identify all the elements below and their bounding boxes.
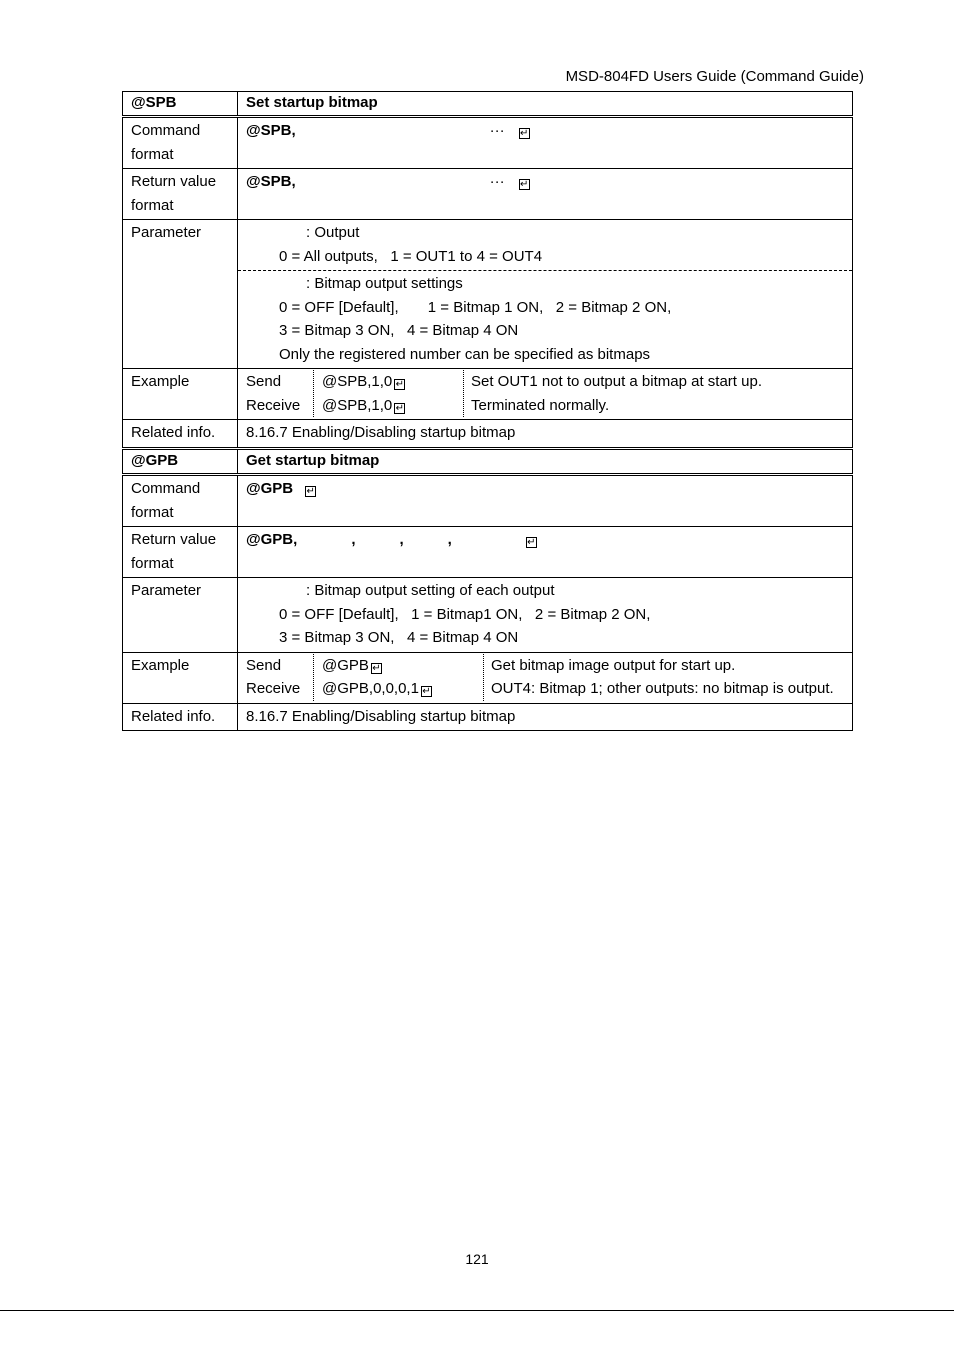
gpb-param-bitmap-values-b: 3 = Bitmap 3 ON, 4 = Bitmap 4 ON xyxy=(279,629,519,646)
gpb-example-receive-label: Receive xyxy=(246,680,301,697)
gpb-example-receive-desc: OUT4: Bitmap 1; other outputs: no bitmap is output. xyxy=(491,680,834,697)
gpb-example-send-label: Send xyxy=(246,656,282,674)
gpb-example-send-cmd: @GPB xyxy=(322,656,369,674)
gpb-return-format-text: @GPB, xyxy=(246,531,298,548)
gpb-param-bitmap-values-a: 0 = OFF [Default], 1 = Bitmap1 ON, 2 = Bitmap 2 ON, xyxy=(279,605,651,623)
spb-parameter-label: Parameter xyxy=(123,220,238,369)
spb-example-receive-desc: Terminated normally. xyxy=(471,396,610,414)
enter-icon: ↵ xyxy=(395,402,404,414)
footer-rule xyxy=(0,1310,954,1311)
gpb-return-comma-2: , xyxy=(399,531,404,548)
spb-return-format xyxy=(238,169,853,220)
spb-command-format-label: Command format xyxy=(123,117,238,169)
spb-param-bitmap-values-b: 3 = Bitmap 3 ON, 4 = Bitmap 4 ON xyxy=(279,322,519,339)
spb-return-ellipsis: ··· xyxy=(489,173,505,190)
page-header: MSD-804FD Users Guide (Command Guide) xyxy=(565,68,864,85)
gpb-example-send-desc: Get bitmap image output for start up. xyxy=(491,656,736,674)
gpb-param-bitmap xyxy=(238,578,853,653)
spb-example-send-desc: Set OUT1 not to output a bitmap at start up. xyxy=(471,373,762,390)
spb-param-bitmap-values-a: 0 = OFF [Default], 1 = Bitmap 1 ON, 2 = Bitmap 2 ON, xyxy=(279,298,672,316)
gpb-param-bitmap-label: : Bitmap output setting of each output xyxy=(306,582,555,599)
spb-related-info: 8.16.7 Enabling/Disabling startup bitmap xyxy=(238,420,853,448)
spb-param-bitmap-note: Only the registered number can be specified as bitmaps xyxy=(279,345,651,363)
gpb-command-name: @GPB xyxy=(123,450,238,475)
gpb-example-label: Example xyxy=(123,652,238,703)
spb-param-bitmap xyxy=(238,271,853,369)
spb-related-label: Related info. xyxy=(123,420,238,448)
gpb-return-comma-1: , xyxy=(351,531,356,548)
enter-icon: ↵ xyxy=(395,379,404,390)
gpb-related-label: Related info. xyxy=(123,703,238,731)
spb-example-label: Example xyxy=(123,369,238,420)
spb-example xyxy=(238,369,853,420)
spb-example-send-cmd: @SPB,1,0 xyxy=(322,373,393,390)
enter-icon: ↵ xyxy=(422,686,431,697)
spb-example-receive-label: Receive xyxy=(246,396,301,414)
spb-return-format-label: Return value format xyxy=(123,169,238,220)
gpb-example xyxy=(238,652,853,703)
enter-icon: ↵ xyxy=(527,537,536,548)
spb-command-format-text: @SPB, xyxy=(246,122,296,139)
spb-param-output-values: 0 = All outputs, 1 = OUT1 to 4 = OUT4 xyxy=(279,247,543,265)
gpb-command-format-label: Command format xyxy=(123,475,238,527)
gpb-command-table xyxy=(122,449,853,731)
spb-return-format-text: @SPB, xyxy=(246,173,296,190)
enter-icon: ↵ xyxy=(519,179,529,190)
page-number: 121 xyxy=(465,1251,489,1267)
spb-command-title: Set startup bitmap xyxy=(238,92,853,117)
spb-param-output-label: : Output xyxy=(306,224,360,241)
gpb-command-format xyxy=(238,475,853,527)
enter-icon: ↵ xyxy=(306,486,315,497)
gpb-related-info: 8.16.7 Enabling/Disabling startup bitmap xyxy=(238,703,853,731)
spb-command-name: @SPB xyxy=(123,92,238,117)
gpb-parameter-label: Parameter xyxy=(123,578,238,653)
spb-example-receive-cmd: @SPB,1,0 xyxy=(322,396,393,414)
gpb-return-format-label: Return value format xyxy=(123,527,238,578)
spb-command-ellipsis: ··· xyxy=(489,122,505,139)
gpb-example-receive-cmd: @GPB,0,0,0,1 xyxy=(322,680,419,697)
spb-example-send-label: Send xyxy=(246,373,282,390)
gpb-command-format-text: @GPB xyxy=(246,480,294,497)
spb-param-output xyxy=(238,220,853,271)
gpb-return-format xyxy=(238,527,853,578)
spb-command-table xyxy=(122,91,853,448)
enter-icon: ↵ xyxy=(372,662,381,674)
gpb-command-title: Get startup bitmap xyxy=(238,450,853,475)
spb-command-format xyxy=(238,117,853,169)
spb-param-bitmap-label: : Bitmap output settings xyxy=(306,275,463,292)
gpb-return-comma-3: , xyxy=(447,531,452,548)
enter-icon: ↵ xyxy=(519,128,529,139)
